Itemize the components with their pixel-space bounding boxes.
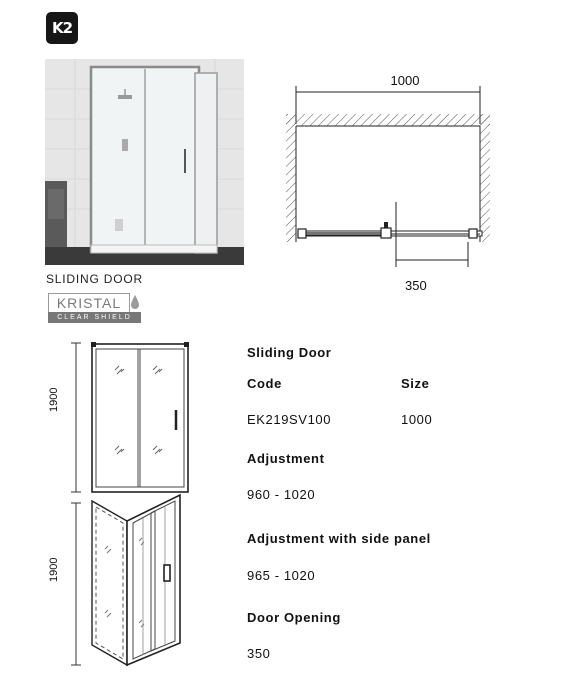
kristal-badge-sub: CLEAR SHIELD bbox=[48, 312, 141, 323]
front-elevation-height-label: 1900 bbox=[48, 387, 60, 412]
size-value: 1000 bbox=[401, 412, 433, 427]
side-panel-adjustment-value: 965 - 1020 bbox=[247, 568, 316, 583]
product-photo bbox=[45, 59, 244, 265]
front-elevation-drawing bbox=[55, 340, 205, 500]
adjustment-value: 960 - 1020 bbox=[247, 487, 316, 502]
code-value: EK219SV100 bbox=[247, 412, 332, 427]
spec-title: Sliding Door bbox=[247, 345, 332, 360]
code-heading: Code bbox=[247, 376, 282, 391]
side-panel-adjustment-heading: Adjustment with side panel bbox=[247, 531, 431, 546]
logo-text: K2 bbox=[51, 19, 73, 37]
adjustment-heading: Adjustment bbox=[247, 451, 325, 466]
k2-logo bbox=[46, 12, 78, 44]
water-drop-icon bbox=[130, 294, 140, 310]
size-heading: Size bbox=[401, 376, 430, 391]
product-caption: SLIDING DOOR bbox=[46, 272, 143, 286]
side-elevation-drawing bbox=[55, 493, 205, 673]
kristal-badge-main: KRISTAL bbox=[48, 293, 130, 312]
plan-view-drawing bbox=[280, 62, 500, 302]
side-elevation-height-label: 1900 bbox=[48, 557, 60, 582]
door-opening-heading: Door Opening bbox=[247, 610, 341, 625]
door-opening-value: 350 bbox=[247, 646, 271, 661]
plan-width-label: 1000 bbox=[390, 73, 420, 88]
kristal-badge bbox=[46, 293, 141, 323]
plan-opening-label: 350 bbox=[405, 278, 427, 293]
